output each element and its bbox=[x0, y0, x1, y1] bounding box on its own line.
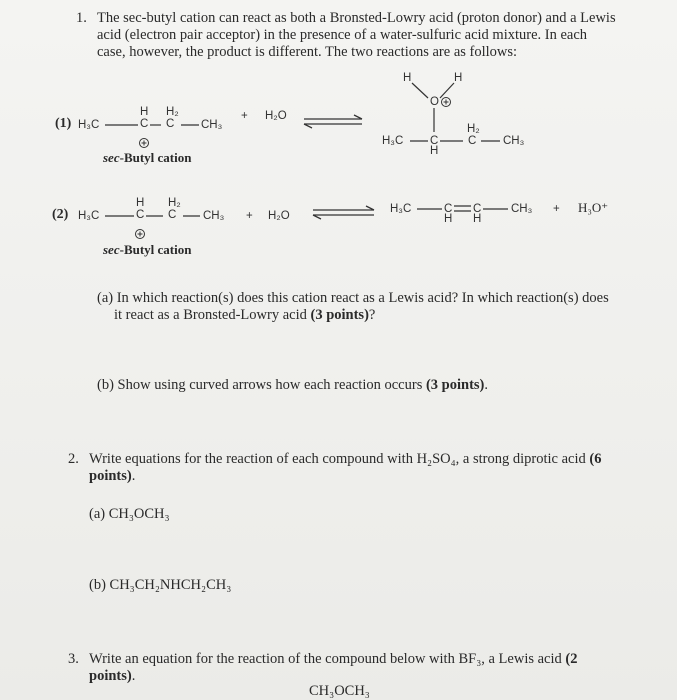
r2-ch3: CH₃ bbox=[203, 210, 225, 222]
r2-c3-h2: H₂ bbox=[168, 197, 181, 209]
r2-c3: C bbox=[168, 209, 177, 221]
r1-plus: + bbox=[241, 110, 248, 122]
q2-part-b: (b) CH₃CH₂NHCH₂CH₃ bbox=[89, 577, 232, 593]
p1-h-right: H bbox=[454, 72, 463, 84]
q1-part-a bbox=[97, 290, 657, 324]
r1-c2-h: H bbox=[140, 106, 149, 118]
r2-water: H₂O bbox=[268, 210, 290, 222]
q1-part-b: (b) Show using curved arrows how each reaction occurs (3 points). bbox=[97, 377, 489, 393]
p2-hydronium: H₃O⁺ bbox=[578, 200, 609, 215]
reaction2-label: (2) bbox=[52, 207, 69, 222]
p2-c2-h: H bbox=[444, 213, 453, 225]
q2-number: 2. bbox=[68, 451, 79, 467]
q1-line2: acid (electron pair acceptor) in the presence of a water-sulfuric acid mixture. In each bbox=[97, 27, 588, 43]
r1-c3-h2: H₂ bbox=[166, 106, 179, 118]
p1-ch3: CH₃ bbox=[503, 135, 525, 147]
p2-c3: C bbox=[473, 203, 482, 215]
p2-c2: C bbox=[444, 203, 453, 215]
p2-ch3: CH₃ bbox=[511, 203, 533, 215]
q1-part-a-line1: (a) In which reaction(s) does this cation react as a Lewis acid? In which reaction(s) does bbox=[97, 290, 609, 306]
r1-h3c: H₃C bbox=[78, 119, 100, 131]
r2-name: sec-Butyl cation bbox=[103, 242, 192, 257]
q2-line1: Write equations for the reaction of each compound with H₂SO₄, a strong diprotic acid (6 bbox=[89, 451, 602, 467]
q2-text bbox=[89, 451, 659, 485]
r1-name: sec-Butyl cation bbox=[103, 150, 192, 165]
r2-plus: + bbox=[246, 210, 253, 222]
p1-h3c: H₃C bbox=[382, 135, 404, 147]
r1-water: H₂O bbox=[265, 110, 287, 122]
r1-c3: C bbox=[166, 118, 175, 130]
q3-compound: CH₃OCH₃ bbox=[309, 683, 370, 699]
p1-c2: C bbox=[430, 135, 439, 147]
q2-line2: points). bbox=[89, 468, 136, 484]
r2-c2-h: H bbox=[136, 197, 145, 209]
q3-line2: points). bbox=[89, 668, 136, 684]
p1-c3: C bbox=[468, 135, 477, 147]
p1-c2-h: H bbox=[430, 145, 439, 157]
q1-line1: The sec-butyl cation can react as both a Bronsted-Lowry acid (proton donor) and a Lewis bbox=[97, 10, 616, 26]
q1-line3: case, however, the product is different. The two reactions are as follows: bbox=[97, 44, 518, 60]
p1-c3-h2: H₂ bbox=[467, 123, 480, 135]
q2-part-a: (a) CH₃OCH₃ bbox=[89, 506, 170, 522]
p2-h3c: H₃C bbox=[390, 203, 412, 215]
r1-ch3: CH₃ bbox=[201, 119, 223, 131]
q3-line1: Write an equation for the reaction of the compound below with BF₃, a Lewis acid (2 bbox=[89, 651, 578, 667]
q3-number: 3. bbox=[68, 651, 79, 667]
q3-text bbox=[89, 651, 659, 685]
p2-c3-h: H bbox=[473, 213, 482, 225]
r1-c2: C bbox=[140, 118, 149, 130]
r2-h3c: H₃C bbox=[78, 210, 100, 222]
p2-plus: + bbox=[553, 203, 560, 215]
p1-h-left: H bbox=[403, 72, 412, 84]
q1-part-a-line2: it react as a Bronsted-Lowry acid (3 points)? bbox=[114, 307, 376, 323]
r2-c2: C bbox=[136, 209, 145, 221]
q1-number: 1. bbox=[76, 10, 87, 26]
reaction1-label: (1) bbox=[55, 116, 72, 131]
p1-oxygen: O bbox=[430, 96, 439, 108]
